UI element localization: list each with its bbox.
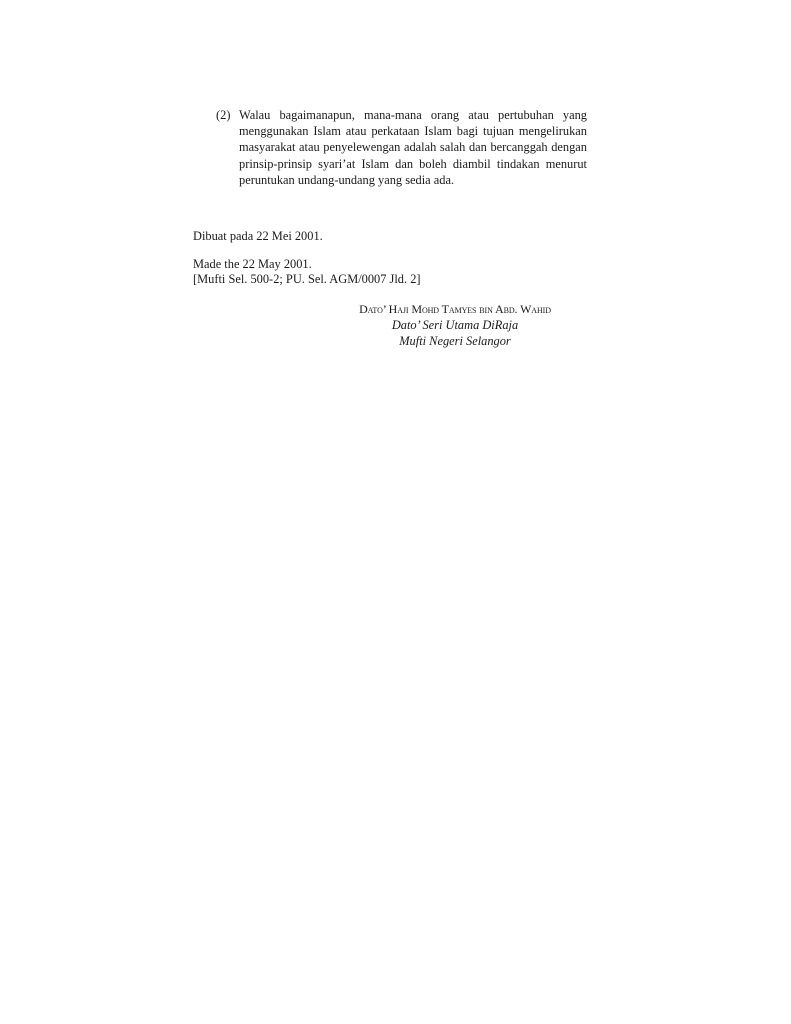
clause-number: (2) — [216, 108, 231, 122]
signatory-title: Dato’ Seri Utama DiRaja — [391, 318, 519, 332]
reference-number: [Mufti Sel. 500-2; PU. Sel. AGM/0007 Jld. 2] — [193, 272, 421, 286]
made-date-english: Made the 22 May 2001. — [193, 257, 312, 271]
made-date-malay: Dibuat pada 22 Mei 2001. — [193, 229, 323, 243]
clause-text: Walau bagaimanapun, mana-mana orang atau pertubuhan yang menggunakan Islam atau perkataan Islam bagi tujuan mengelirukan masyarakat atau penyelewengan adalah salah dan bercanggah dengan prinsip-prinsip syari’at Islam dan boleh diambil tindakan menurut peruntukan undang-undang yang sedia ada. — [239, 108, 587, 187]
signatory-name: Dato’ Haji Mohd Tamyes bin Abd. Wahid — [359, 302, 551, 316]
signature-block — [341, 301, 569, 349]
signatory-office: Mufti Negeri Selangor — [399, 334, 511, 348]
